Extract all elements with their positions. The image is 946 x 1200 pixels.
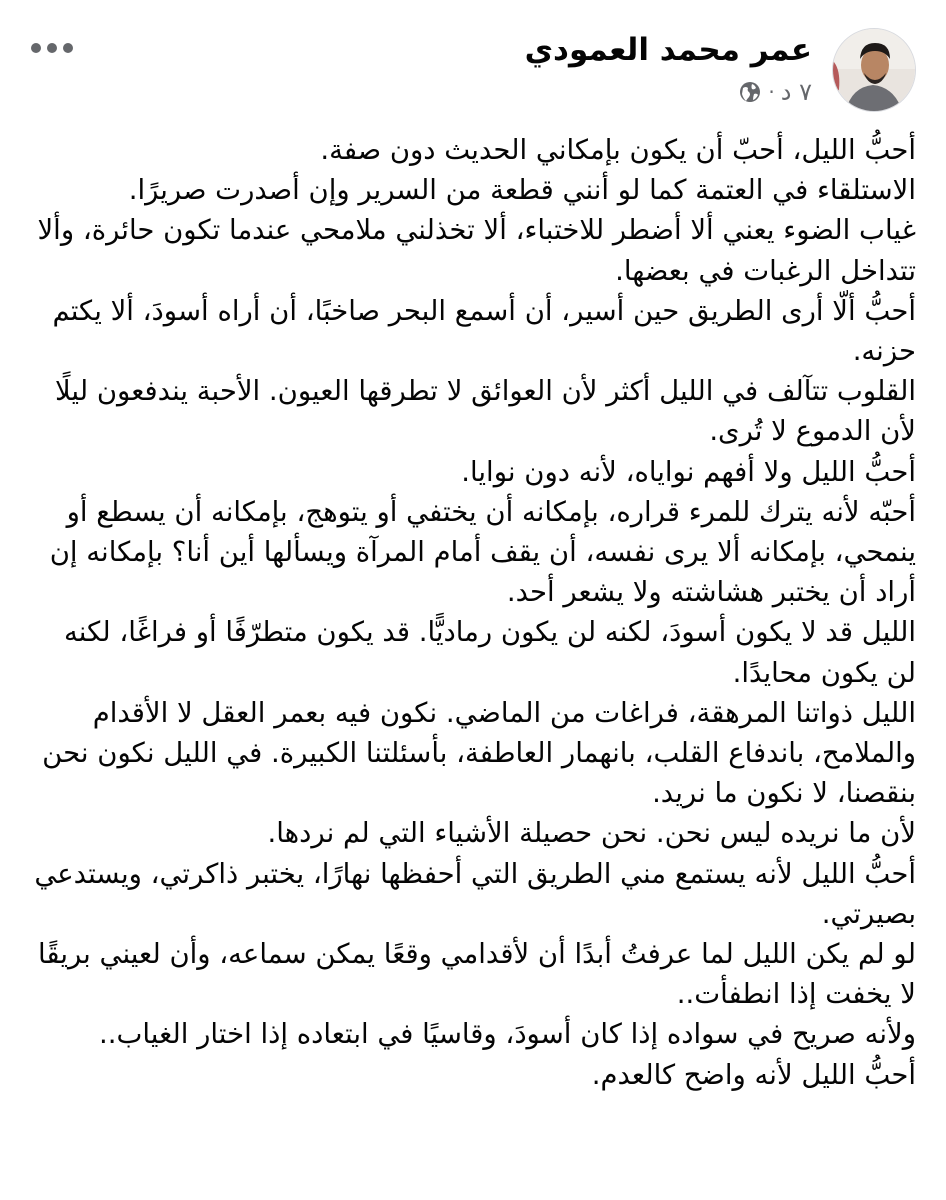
post-body bbox=[28, 130, 916, 1095]
author-name[interactable]: عمر محمد العمودي bbox=[524, 32, 812, 68]
more-dot bbox=[31, 43, 41, 53]
meta-separator: · bbox=[768, 80, 775, 104]
post-paragraph: أحبّه لأنه يترك للمرء قراره، بإمكانه أن يختفي أو يتوهج، بإمكانه أن يسطع أو ينمحي، بإمكانه ألا يرى نفسه، أن يقف أمام المرآة ويسألها أين أنا؟ بإمكانه إن أراد أن يختبر هشاشته ولا يشعر أحد. bbox=[49, 495, 916, 609]
post-paragraph: الليل قد لا يكون أسودَ، لكنه لن يكون رماديًّا. قد يكون متطرّفًا أو فراغًا، لكنه لن يكون محايدًا. bbox=[64, 616, 916, 689]
post-paragraph: لأن ما نريده ليس نحن. نحن حصيلة الأشياء التي لم نردها. bbox=[267, 817, 916, 850]
post-header bbox=[24, 24, 916, 114]
avatar[interactable] bbox=[832, 28, 916, 112]
post-paragraph: لو لم يكن الليل لما عرفتُ أبدًا أن لأقدامي وقعًا يمكن سماعه، وأن لعيني بريقًا لا يخفت إذا انطفأت.. bbox=[38, 938, 916, 1011]
more-dot bbox=[63, 43, 73, 53]
post-paragraph: غياب الضوء يعني ألا أضطر للاختباء، ألا تخذلني ملامحي عندما تكون حائرة، وألا تتداخل الرغبات في بعضها. bbox=[37, 214, 916, 287]
post-paragraph: الاستلقاء في العتمة كما لو أنني قطعة من السرير وإن أصدرت صريرًا. bbox=[128, 174, 916, 207]
avatar-image bbox=[832, 29, 915, 112]
post-paragraph: ولأنه صريح في سواده إذا كان أسودَ، وقاسيًا في ابتعاده إذا اختار الغياب.. bbox=[99, 1018, 916, 1051]
more-options-icon[interactable] bbox=[28, 34, 76, 62]
post-timestamp[interactable]: ٧ د bbox=[780, 78, 812, 106]
post-paragraph: أحبُّ الليل لأنه واضح كالعدم. bbox=[591, 1058, 916, 1091]
post-paragraph: أحبُّ الليل لأنه يستمع مني الطريق التي أحفظها نهارًا، يختبر ذاكرتي، ويستدعي بصيرتي. bbox=[34, 857, 916, 930]
post-paragraph: أحبُّ الليل، أحبّ أن يكون بإمكاني الحديث دون صفة. bbox=[320, 134, 916, 166]
post-sub-meta bbox=[525, 78, 812, 106]
post-paragraph: الليل ذواتنا المرهقة، فراغات من الماضي. نكون فيه بعمر العقل لا الأقدام والملامح، باندفاع القلب، بانهمار العاطفة، بأسئلتنا الكبيرة. في الليل نكون نحن بنقصنا، لا نكون ما نريد. bbox=[42, 696, 916, 810]
globe-icon[interactable] bbox=[738, 80, 762, 104]
more-dot bbox=[47, 43, 57, 53]
post-paragraph: أحبُّ الليل ولا أفهم نواياه، لأنه دون نوايا. bbox=[461, 455, 916, 488]
post-paragraph: أحبُّ ألّا أرى الطريق حين أسير، أن أسمع البحر صاخبًا، أن أراه أسودَ، ألا يكتم حزنه. bbox=[52, 294, 916, 368]
post-meta bbox=[525, 30, 812, 106]
post-paragraph: القلوب تتآلف في الليل أكثر لأن العوائق لا تطرقها العيون. الأحبة يندفعون ليلًا لأن الدموع لا تُرى. bbox=[55, 375, 916, 448]
